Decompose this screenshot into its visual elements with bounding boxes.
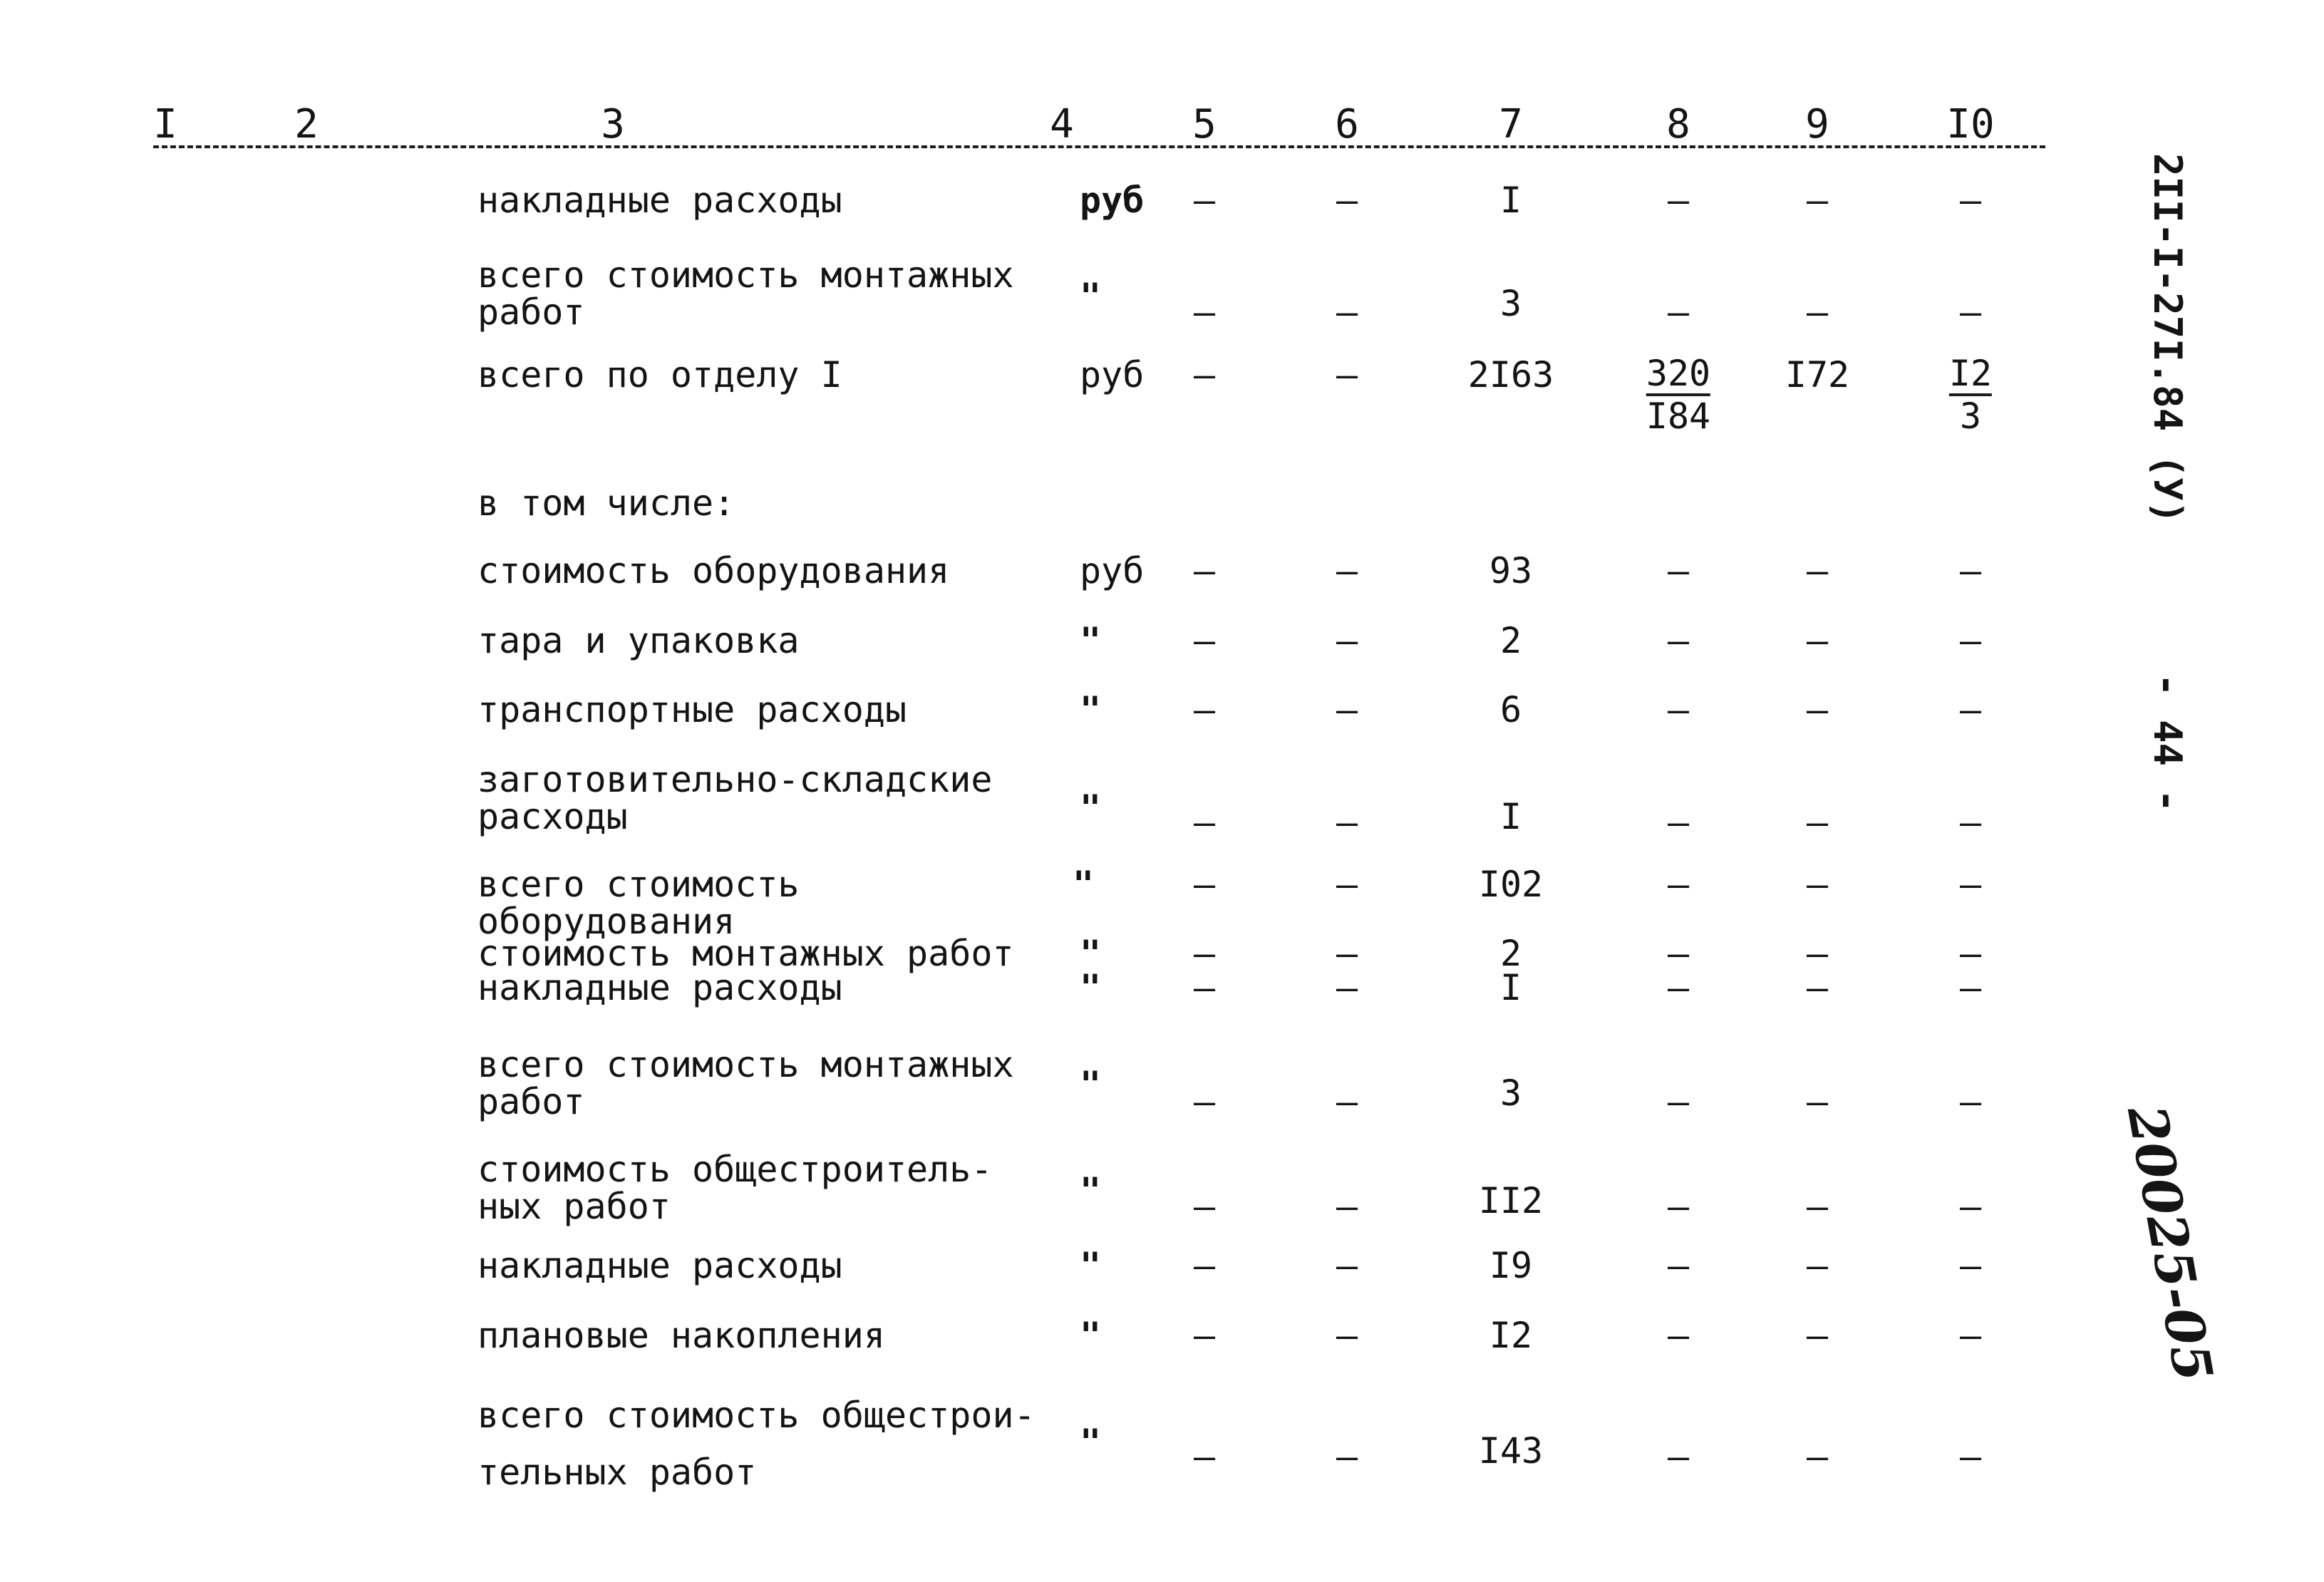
column-number-7: 7: [1499, 101, 1523, 148]
col6-value: –: [1336, 1436, 1358, 1477]
col9-value: –: [1806, 802, 1829, 843]
col6-value: –: [1336, 689, 1358, 730]
col7-value: 2I63: [1467, 354, 1554, 396]
col9-value: –: [1806, 291, 1829, 333]
col9-value: –: [1806, 1245, 1829, 1286]
row-label: всего стоимость общестрои- тельных работ: [477, 1395, 1036, 1493]
col9-value: –: [1806, 620, 1829, 661]
col5-value: –: [1193, 1436, 1216, 1477]
col8-value: –: [1667, 1436, 1690, 1477]
col9-value: –: [1806, 1186, 1829, 1227]
col7-value: II2: [1478, 1180, 1544, 1221]
col8-denominator: I84: [1646, 396, 1711, 437]
col10-value: –: [1959, 1081, 1982, 1122]
row-label: заготовительно-складские расходы: [477, 759, 993, 837]
col5-value: –: [1193, 291, 1216, 333]
column-number-1: I: [153, 101, 177, 148]
header-divider: [153, 145, 2045, 148]
row-unit: ": [1080, 1245, 1102, 1286]
col6-value: –: [1336, 1081, 1358, 1122]
col9-value: –: [1806, 967, 1829, 1008]
col8-value: –: [1667, 291, 1690, 333]
row-label: стоимость монтажных работ: [477, 933, 1014, 974]
col6-value: –: [1336, 620, 1358, 661]
row-label: всего по отделу I: [477, 354, 842, 396]
col6-value: –: [1336, 291, 1358, 333]
col7-value: 93: [1489, 550, 1533, 591]
col5-value: –: [1193, 967, 1216, 1008]
col6-value: –: [1336, 802, 1358, 843]
row-unit: ": [1080, 933, 1102, 974]
row-label: накладные расходы: [477, 967, 842, 1008]
col10-value: –: [1959, 180, 1982, 221]
col7-value: I: [1499, 180, 1522, 221]
column-number-8: 8: [1666, 101, 1690, 148]
col5-value: –: [1193, 933, 1216, 974]
page-number: - 44 -: [2145, 673, 2190, 813]
row-unit: ": [1073, 864, 1095, 905]
col6-value: –: [1336, 933, 1358, 974]
col6-value: –: [1336, 1245, 1358, 1286]
col10-value: –: [1959, 1245, 1982, 1286]
col8-value: –: [1667, 620, 1690, 661]
row-label: тара и упаковка: [477, 620, 800, 661]
col8-value: –: [1667, 1245, 1690, 1286]
col6-value: –: [1336, 180, 1358, 221]
col8-value: –: [1667, 864, 1690, 905]
column-number-6: 6: [1335, 101, 1359, 148]
col10-value: –: [1959, 933, 1982, 974]
row-unit: ": [1080, 620, 1102, 661]
col5-value: –: [1193, 180, 1216, 221]
col7-value: 2: [1499, 620, 1522, 661]
col7-value: I43: [1478, 1430, 1544, 1472]
column-number-9: 9: [1805, 101, 1829, 148]
col10-value: –: [1959, 689, 1982, 730]
row-unit: ": [1080, 967, 1102, 1008]
col5-value: –: [1193, 1186, 1216, 1227]
col5-value: –: [1193, 620, 1216, 661]
row-unit: ": [1080, 787, 1102, 829]
col10-value: –: [1959, 802, 1982, 843]
col10-numerator: I2: [1949, 353, 1992, 396]
col8-value: –: [1667, 180, 1690, 221]
col10-value: –: [1959, 550, 1982, 591]
row-unit: руб: [1080, 354, 1145, 396]
col10-value: –: [1959, 1436, 1982, 1477]
inventory-number: 20025-05: [2115, 1101, 2224, 1387]
col5-value: –: [1193, 550, 1216, 591]
col5-value: –: [1193, 1315, 1216, 1356]
col10-value: –: [1959, 620, 1982, 661]
row-label: всего стоимость монтажных работ: [477, 254, 1014, 333]
row-label: всего стоимость монтажных работ: [477, 1044, 1014, 1122]
col6-value: –: [1336, 1315, 1358, 1356]
row-label: в том числе:: [477, 482, 735, 524]
col10-value: –: [1959, 1315, 1982, 1356]
column-number-4: 4: [1050, 101, 1074, 148]
col7-value: 3: [1499, 283, 1522, 324]
col5-value: –: [1193, 864, 1216, 905]
col7-value: 2: [1499, 933, 1522, 974]
row-unit: ": [1080, 689, 1102, 730]
row-label: транспортные расходы: [477, 689, 907, 730]
col7-value: I: [1499, 967, 1522, 1008]
col7-value: I: [1499, 796, 1522, 837]
col6-value: –: [1336, 354, 1358, 396]
col7-value: 6: [1499, 689, 1522, 730]
col9-value: –: [1806, 933, 1829, 974]
col6-value: –: [1336, 864, 1358, 905]
col8-fraction: [1646, 353, 1710, 436]
col9-value: –: [1806, 864, 1829, 905]
col5-value: –: [1193, 802, 1216, 843]
col9-value: –: [1806, 689, 1829, 730]
col8-value: –: [1667, 802, 1690, 843]
row-unit: ": [1080, 1170, 1102, 1211]
row-label: стоимость оборудования: [477, 550, 950, 591]
col10-value: –: [1959, 1186, 1982, 1227]
column-number-3: 3: [601, 101, 625, 148]
col5-value: –: [1193, 1245, 1216, 1286]
col5-value: –: [1193, 354, 1216, 396]
column-number-2: 2: [294, 101, 319, 148]
col9-value: –: [1806, 1081, 1829, 1122]
col9-value: –: [1806, 180, 1829, 221]
col8-value: –: [1667, 689, 1690, 730]
col6-value: –: [1336, 550, 1358, 591]
row-label: плановые накопления: [477, 1315, 885, 1356]
col8-value: –: [1667, 550, 1690, 591]
col6-value: –: [1336, 967, 1358, 1008]
col5-value: –: [1193, 1081, 1216, 1122]
col7-value: I2: [1489, 1315, 1533, 1356]
col5-value: –: [1193, 689, 1216, 730]
row-label: накладные расходы: [477, 180, 842, 221]
col9-value: I72: [1785, 354, 1850, 396]
col10-value: –: [1959, 864, 1982, 905]
col10-fraction: [1949, 353, 1992, 436]
col10-value: –: [1959, 967, 1982, 1008]
row-label: накладные расходы: [477, 1245, 842, 1286]
row-label: всего стоимость оборудования: [477, 864, 800, 942]
document-code: 2II-I-27I.84 (У): [2145, 153, 2190, 524]
col8-value: –: [1667, 967, 1690, 1008]
row-unit: ": [1080, 1422, 1102, 1463]
col9-value: –: [1806, 1315, 1829, 1356]
col7-value: I9: [1489, 1245, 1533, 1286]
row-unit: руб: [1080, 180, 1145, 221]
col8-numerator: 320: [1646, 353, 1710, 396]
row-unit: руб: [1080, 550, 1145, 591]
column-number-5: 5: [1192, 101, 1217, 148]
col10-denominator: 3: [1959, 396, 1982, 437]
col6-value: –: [1336, 1186, 1358, 1227]
col8-value: –: [1667, 1186, 1690, 1227]
col8-value: –: [1667, 1315, 1690, 1356]
row-label: стоимость общестроитель- ных работ: [477, 1149, 993, 1227]
row-unit: ": [1080, 1315, 1102, 1356]
col8-value: –: [1667, 1081, 1690, 1122]
column-number-10: I0: [1946, 101, 1995, 148]
col9-value: –: [1806, 1436, 1829, 1477]
col9-value: –: [1806, 550, 1829, 591]
col8-value: –: [1667, 933, 1690, 974]
row-unit: ": [1080, 276, 1102, 317]
col7-value: I02: [1478, 864, 1544, 905]
col10-value: –: [1959, 291, 1982, 333]
col7-value: 3: [1499, 1072, 1522, 1114]
row-unit: ": [1080, 1064, 1102, 1105]
